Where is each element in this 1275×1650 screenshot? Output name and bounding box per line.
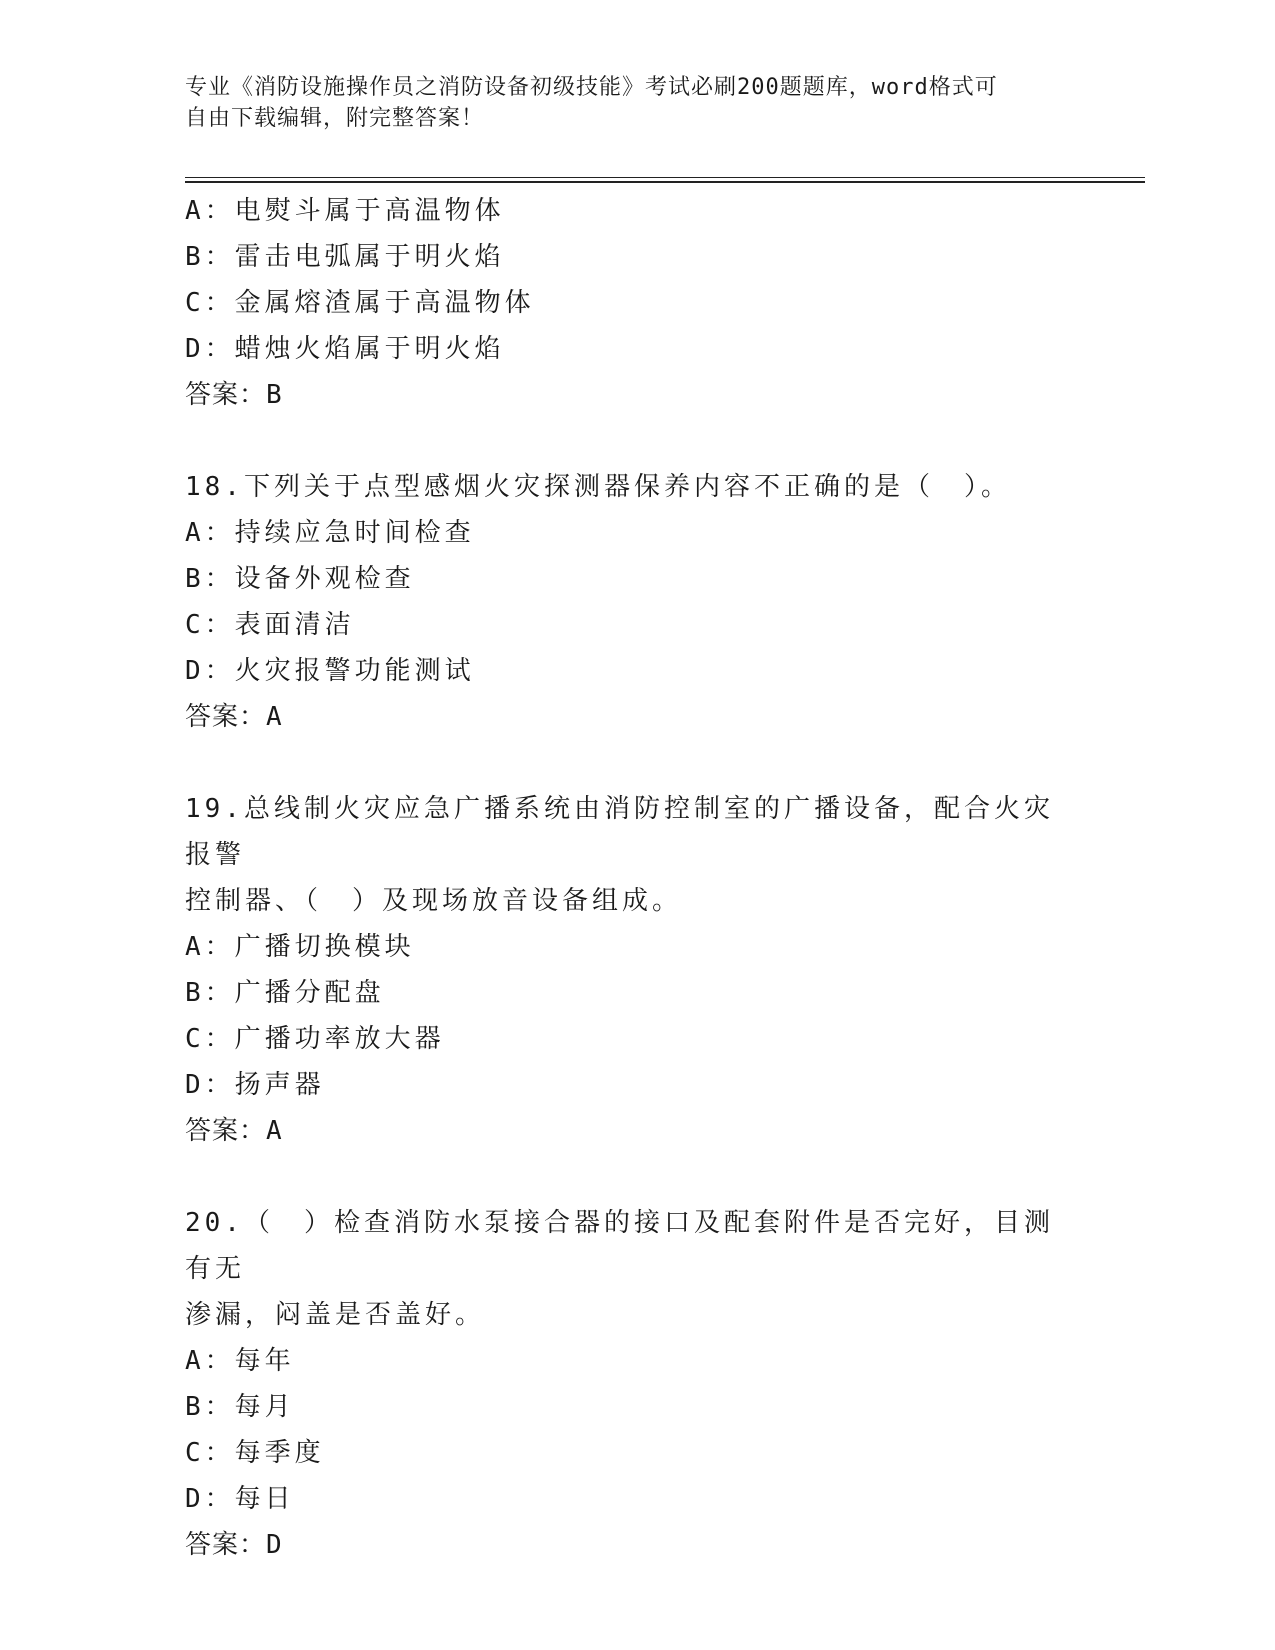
question-stem-line-1: 19.总线制火灾应急广播系统由消防控制室的广播设备，配合火灾报警 <box>185 794 1054 870</box>
question-stem-line-1: 20.（ ）检查消防水泵接合器的接口及配套附件是否完好，目测有无 <box>185 1208 1054 1284</box>
option-c: C：表面清洁 <box>185 610 355 640</box>
answer: 答案：B <box>185 380 283 410</box>
document-header <box>185 72 1065 134</box>
answer: 答案：A <box>185 1116 283 1146</box>
option-d: D：蜡烛火焰属于明火焰 <box>185 334 505 364</box>
option-d: D：每日 <box>185 1484 295 1514</box>
question-19 <box>185 786 1065 1154</box>
option-c: C：广播功率放大器 <box>185 1024 445 1054</box>
option-a: A：每年 <box>185 1346 295 1376</box>
option-d: D：扬声器 <box>185 1070 325 1100</box>
option-a: A：电熨斗属于高温物体 <box>185 196 505 226</box>
answer: 答案：D <box>185 1530 283 1560</box>
header-title-line-2: 自由下载编辑，附完整答案！ <box>185 106 485 131</box>
option-d: D：火灾报警功能测试 <box>185 656 475 686</box>
option-b: B：雷击电弧属于明火焰 <box>185 242 505 272</box>
header-divider-thin <box>185 177 1145 178</box>
question-17-continued <box>185 188 1065 418</box>
question-list <box>185 188 1065 1568</box>
answer: 答案：A <box>185 702 283 732</box>
option-a: A：广播切换模块 <box>185 932 415 962</box>
question-20 <box>185 1200 1065 1568</box>
option-b: B：每月 <box>185 1392 295 1422</box>
header-divider-thick <box>185 181 1145 183</box>
question-stem-line-2: 渗漏，闷盖是否盖好。 <box>185 1300 486 1330</box>
option-a: A：持续应急时间检查 <box>185 518 475 548</box>
question-stem-line-2: 控制器、（ ）及现场放音设备组成。 <box>185 886 683 916</box>
header-title-line-1: 专业《消防设施操作员之消防设备初级技能》考试必刷200题题库，word格式可 <box>185 75 998 100</box>
option-c: C：金属熔渣属于高温物体 <box>185 288 535 318</box>
option-b: B：设备外观检查 <box>185 564 415 594</box>
question-stem: 18.下列关于点型感烟火灾探测器保养内容不正确的是（ ）。 <box>185 472 1011 502</box>
option-b: B：广播分配盘 <box>185 978 385 1008</box>
question-18 <box>185 464 1065 740</box>
option-c: C：每季度 <box>185 1438 325 1468</box>
